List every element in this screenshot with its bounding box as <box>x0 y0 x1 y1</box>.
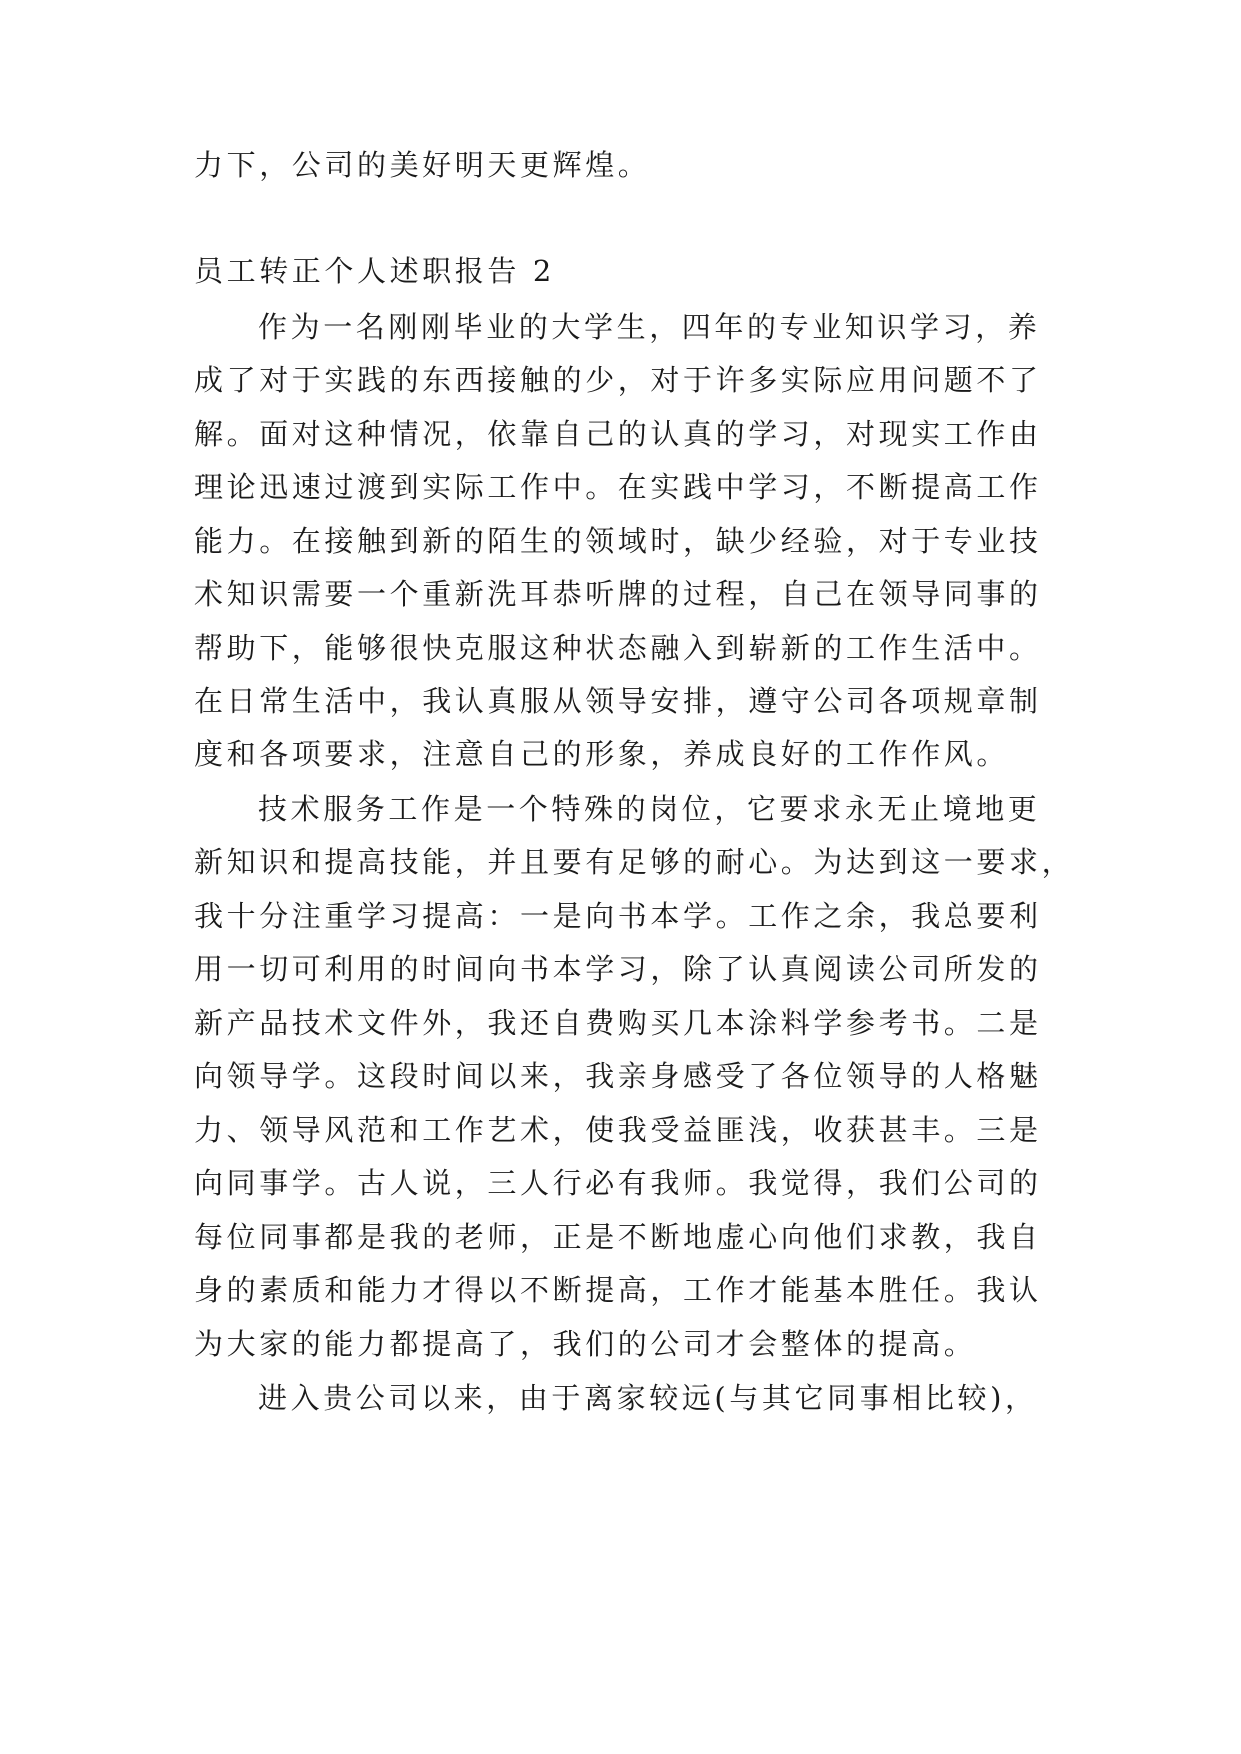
text-line-18: 力、领导风范和工作艺术，使我受益匪浅，收获甚丰。三是 <box>194 1113 1042 1147</box>
text-line-20: 每位同事都是我的老师，正是不断地虚心向他们求教，我自 <box>194 1220 1042 1254</box>
text-line-11: 度和各项要求，注意自己的形象，养成良好的工作作风。 <box>194 737 1010 771</box>
text-line-12: 技术服务工作是一个特殊的岗位，它要求永无止境地更 <box>258 792 1041 826</box>
text-line-3: 作为一名刚刚毕业的大学生，四年的专业知识学习，养 <box>258 310 1041 344</box>
text-line-21: 身的素质和能力才得以不断提高，工作才能基本胜任。我认 <box>194 1273 1042 1307</box>
text-line-19: 向同事学。古人说，三人行必有我师。我觉得，我们公司的 <box>194 1166 1042 1200</box>
text-line-15: 用一切可利用的时间向书本学习，除了认真阅读公司所发的 <box>194 952 1042 986</box>
text-line-22: 为大家的能力都提高了，我们的公司才会整体的提高。 <box>194 1327 977 1361</box>
text-line-13: 新知识和提高技能，并且要有足够的耐心。为达到这一要求， <box>194 845 1075 879</box>
text-line-9: 帮助下，能够很快克服这种状态融入到崭新的工作生活中。 <box>194 631 1042 665</box>
text-line-4: 成了对于实践的东西接触的少，对于许多实际应用问题不了 <box>194 363 1042 397</box>
text-line-16: 新产品技术文件外，我还自费购买几本涂料学参考书。二是 <box>194 1006 1042 1040</box>
text-line-6: 理论迅速过渡到实际工作中。在实践中学习，不断提高工作 <box>194 470 1042 504</box>
text-line-5: 解。面对这种情况，依靠自己的认真的学习，对现实工作由 <box>194 417 1042 451</box>
text-line-7: 能力。在接触到新的陌生的领域时，缺少经验，对于专业技 <box>194 524 1042 558</box>
section-heading: 员工转正个人述职报告 2 <box>194 254 555 288</box>
text-line-23: 进入贵公司以来，由于离家较远(与其它同事相比较)， <box>258 1381 1038 1415</box>
text-line-10: 在日常生活中，我认真服从领导安排，遵守公司各项规章制 <box>194 684 1042 718</box>
text-line-8: 术知识需要一个重新洗耳恭听牌的过程，自己在领导同事的 <box>194 577 1042 611</box>
text-line-14: 我十分注重学习提高：一是向书本学。工作之余，我总要利 <box>194 899 1042 933</box>
text-line-17: 向领导学。这段时间以来，我亲身感受了各位领导的人格魅 <box>194 1059 1042 1093</box>
text-line-1: 力下，公司的美好明天更辉煌。 <box>194 148 651 182</box>
